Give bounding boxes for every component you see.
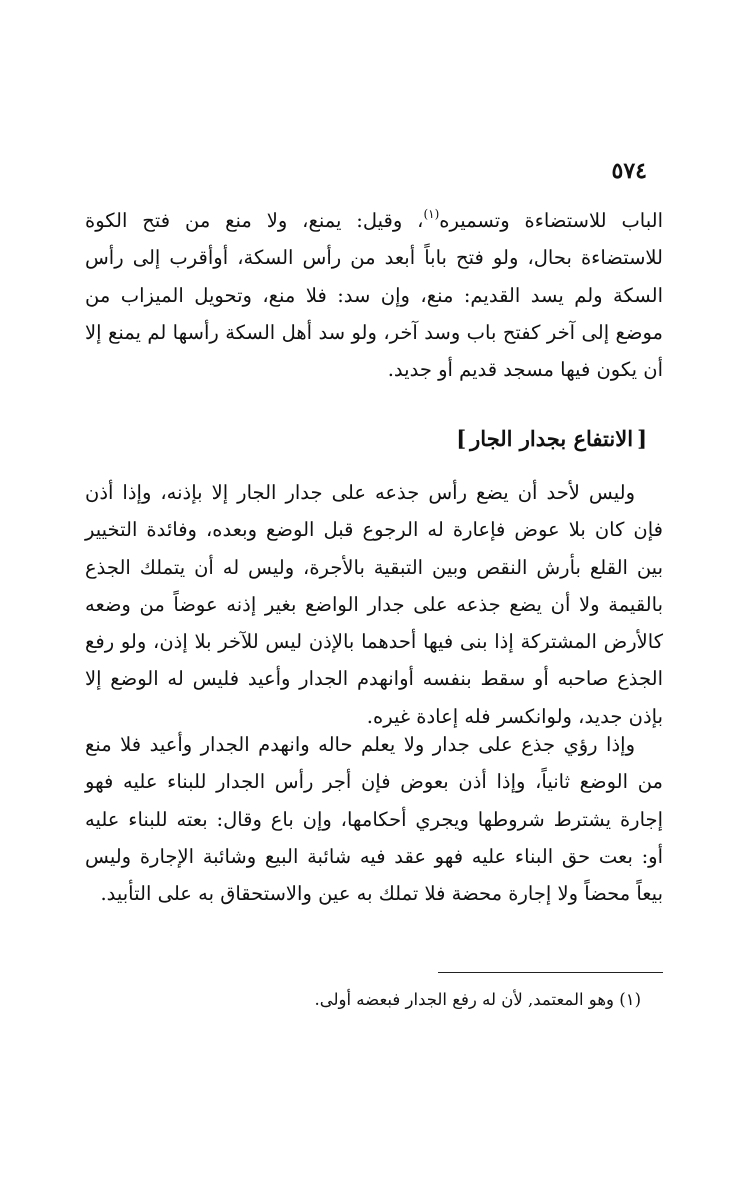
paragraph-text: الباب للاستضاءة وتسميره	[439, 209, 663, 232]
paragraph-text: ، وقيل: يمنع، ولا منع من فتح الكوة للاستضاءة بحال، ولو فتح باباً أبعد من رأس السكة، أوأقرب إلى رأس السكة ولم يسد القديم: منع، وإن سد: فلا منع، وتحويل الميزاب من موضع إلى آخر كفتح باب وسد آخر، ولو سد أهل السكة رأسها لم يمنع إلا أن يكون فيها مسجد قديم أو جديد.	[85, 209, 663, 382]
paragraph-neighbor-wall: وليس لأحد أن يضع رأس جذعه على جدار الجار إلا بإذنه، وإذا أذن فإن كان بلا عوض فإعارة له الرجوع قبل الوضع وبعده، وفائدة التخيير بين القلع بأرش النقص وبين التبقية بالأجرة، وليس له أن يتملك الجذع بالقيمة ولا أن يضع جذعه على جدار الواضع بغير إذنه عوضاً من وضعه كالأرض المشتركة إذا بنى فيها أحدهما بالإذن ليس للآخر بلا إذن، ولو رفع الجذع صاحبه أو سقط بنفسه أوانهدم الجدار وأعيد فليس له الوضع إلا بإذن جديد، ولوانكسر فله إعادة غيره.	[85, 481, 663, 728]
section-heading	[452, 422, 651, 456]
paragraph-beam-on-wall: وإذا رؤي جذع على جدار ولا يعلم حاله وانهدم الجدار وأعيد فلا منع من الوضع ثانياً، وإذا أذن بعوض فإن أجر رأس الجدار للبناء عليه فهو إجارة يشترط شروطها ويجري أحكامها، وإن باع وقال: بعته للبناء عليه أو: بعت حق البناء عليه فهو عقد فيه شائبة البيع وشائبة الإجارة وليس بيعاً محضاً ولا إجارة محضة فلا تملك به عين والاستحقاق به على التأبيد.	[85, 733, 663, 906]
page-number: ٥٧٤	[611, 158, 647, 184]
heading-bracket-open: [	[637, 426, 647, 451]
footnote-divider	[438, 972, 663, 973]
paragraph-continuation	[85, 202, 663, 388]
footnote-reference: (١)	[423, 207, 440, 221]
section-heading-text: الانتفاع بجدار الجار	[470, 426, 634, 451]
footnote: (١) وهو المعتمد, لأن له رفع الجدار فبعضه أولى.	[314, 990, 641, 1009]
heading-bracket-close: ]	[456, 426, 467, 451]
